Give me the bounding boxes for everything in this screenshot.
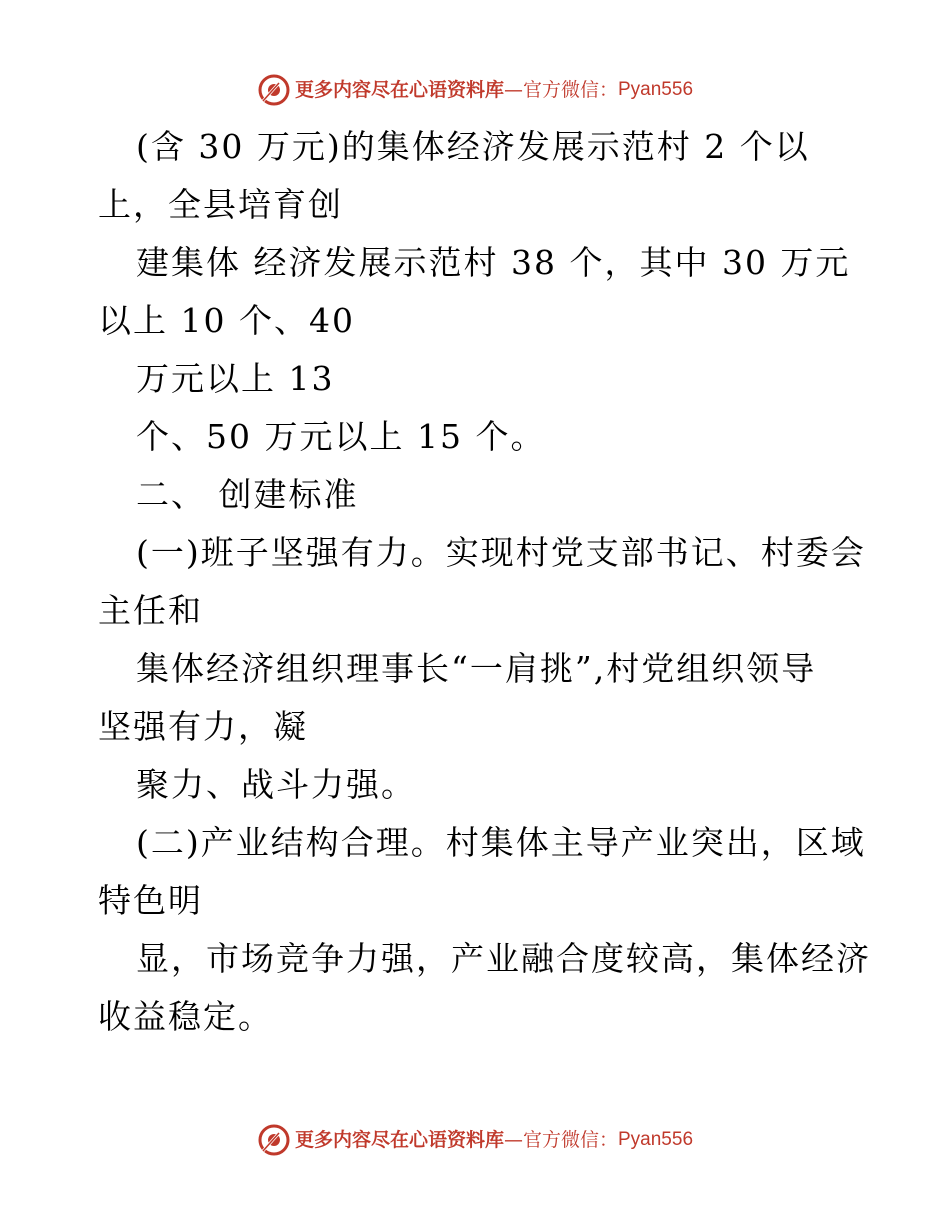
document-body [98, 118, 871, 1046]
header-watermark [0, 70, 950, 110]
watermark-official: 官方微信： [522, 79, 618, 101]
text-line: 聚力、战斗力强。 [136, 765, 416, 804]
text-line: 主任和 [98, 591, 203, 630]
section-heading: 二、 创建标准 [136, 475, 359, 514]
brand-logo-icon [257, 1123, 291, 1157]
text-line: 万元以上 13 [136, 359, 335, 398]
text-line: 特色明 [98, 881, 203, 920]
watermark-wechat-id: Pyan556 [618, 1129, 694, 1150]
text-line: 个、50 万元以上 15 个。 [136, 417, 546, 456]
text-line: 收益稳定。 [98, 997, 273, 1036]
text-line: 集体经济组织理事长“一肩挑”,村党组织领导 [136, 649, 817, 688]
footer-watermark [0, 1120, 950, 1160]
watermark-wechat-id: Pyan556 [618, 79, 694, 100]
text-line: (一)班子坚强有力。实现村党支部书记、村委会 [136, 533, 866, 572]
watermark-brand: 更多内容尽在心语资料库 [294, 79, 504, 101]
brand-logo-icon [257, 73, 291, 107]
text-line: (含 30 万元)的集体经济发展示范村 2 个以 [136, 127, 810, 166]
text-line: 上，全县培育创 [98, 185, 343, 224]
text-line: (二)产业结构合理。村集体主导产业突出，区域 [136, 823, 866, 862]
text-line: 以上 10 个、40 [98, 301, 355, 340]
watermark-separator: — [503, 79, 523, 101]
watermark-brand: 更多内容尽在心语资料库 [294, 1129, 504, 1151]
watermark-official: 官方微信： [522, 1129, 618, 1151]
text-line: 显，市场竞争力强，产业融合度较高，集体经济 [136, 939, 871, 978]
watermark-separator: — [503, 1129, 523, 1151]
text-line: 建集体 经济发展示范村 38 个，其中 30 万元 [136, 243, 851, 282]
text-line: 坚强有力，凝 [98, 707, 308, 746]
